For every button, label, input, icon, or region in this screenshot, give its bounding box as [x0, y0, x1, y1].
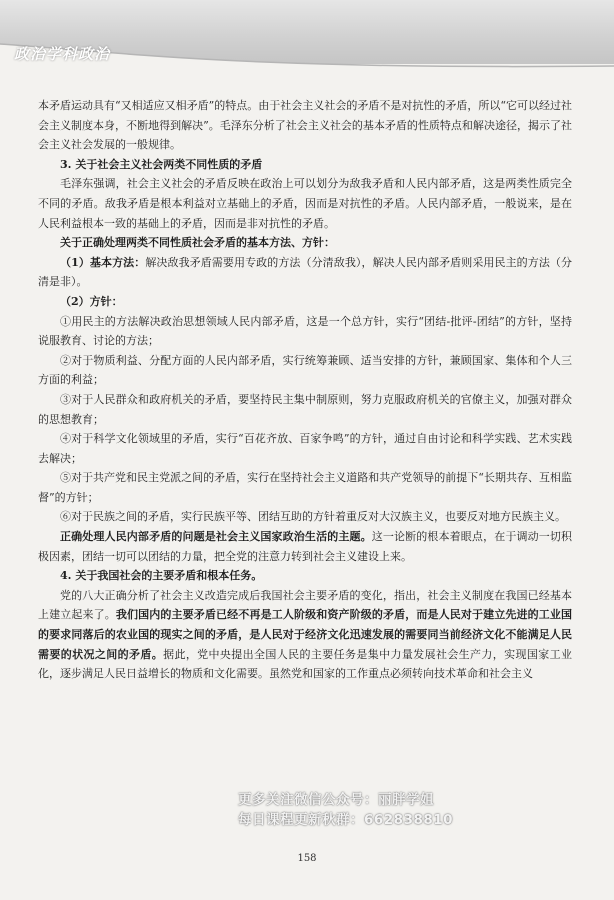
list-item-text: ②对于物质利益、分配方面的人民内部矛盾，实行统筹兼顾、适当安排的方针，兼顾国家、集体和个人三方面的利益；: [38, 353, 572, 387]
page-body: [38, 96, 572, 684]
list-item-text: ③对于人民群众和政府机关的矛盾，要坚持民主集中制原则，努力克服政府机关的官僚主义，加强对群众的思想教育；: [38, 392, 572, 426]
list-item: [38, 312, 572, 351]
watermark-line: 更多关注微信公众号：丽胖学姐: [238, 792, 434, 808]
paragraph-lead: （1）基本方法：: [60, 255, 146, 269]
list-item-text: ①用民主的方法解决政治思想领域人民内部矛盾，这是一个总方针，实行“团结-批评-团结”的方针，坚持说服教育、讨论的方法；: [38, 314, 572, 348]
paragraph: [38, 96, 572, 155]
heading-text: 关于正确处理两类不同性质社会矛盾的基本方法、方针：: [60, 236, 335, 250]
header-title: 政治学科政治: [14, 45, 111, 63]
section-heading: [38, 155, 572, 175]
paragraph: [38, 253, 572, 292]
paragraph-lead: 正确处理人民内部矛盾的问题是社会主义国家政治生活的主题。: [60, 530, 372, 544]
section-heading: [38, 566, 572, 586]
page-number: 158: [297, 853, 317, 864]
paragraph-text: 本矛盾运动具有“又相适应又相矛盾”的特点。由于社会主义社会的矛盾不是对抗性的矛盾，所以“它可以经过社会主义制度本身，不断地得到解决”。毛泽东分析了社会主义社会的基本矛盾的性质特点和解决途径，揭示了社会主义社会发展的一般规律。: [38, 99, 572, 152]
heading-text: 4. 关于我国社会的主要矛盾和根本任务。: [60, 569, 263, 583]
paragraph-text: 据此，党中央提出全国人民的主要任务是集中力量发展社会生产力，实现国家工业化，逐步满足人民日益增长的物质和文化需要。虽然党和国家的工作重点必须转向技术革命和社会主义: [38, 647, 573, 681]
watermark-line: 每日课程更新秋群：662838810: [238, 812, 454, 828]
paragraph-text: 这一论断的根本着眼点，在于调动一切积极因素，团结一切可以团结的力量，把全党的注意力转到社会主义建设上来。: [38, 530, 572, 563]
list-item: [38, 429, 572, 468]
watermark: [238, 790, 568, 830]
paragraph-text: 解决敌我矛盾需要用专政的方法（分清敌我），解决人民内部矛盾则采用民主的方法（分清是非）。: [38, 255, 573, 289]
list-item: [38, 351, 572, 390]
list-item: [38, 390, 572, 429]
list-item-text: ⑥对于民族之间的矛盾，实行民族平等、团结互助的方针着重反对大汉族主义，也要反对地方民族主义。: [60, 510, 566, 524]
list-item: [38, 507, 572, 527]
list-item-text: ⑤对于共产党和民主党派之间的矛盾，实行在坚持社会主义道路和共产党领导的前提下“长期共存、互相监督”的方针；: [38, 471, 572, 504]
list-item: [38, 468, 572, 507]
paragraph-text: 党的八大正确分析了社会主义改造完成后我国社会主要矛盾的变化，指出，社会主义制度在我国已经基本上建立起来了。: [38, 588, 572, 622]
paragraph-bold-text: 我们国内的主要矛盾已经不再是工人阶级和资产阶级的矛盾，而是人民对于建立先进的工业国的要求同落后的农业国的现实之间的矛盾，是人民对于经济文化迅速发展的需要同当前经济文化不能满足人民需要的状况之间的矛盾。: [38, 608, 573, 661]
list-item-text: ④对于科学文化领域里的矛盾，实行“百花齐放、百家争鸣”的方针，通过自由讨论和科学实践、艺术实践去解决；: [38, 432, 572, 465]
paragraph: [38, 527, 572, 566]
paragraph-lead: （2）方针：: [60, 294, 123, 308]
paragraph: [38, 174, 572, 233]
heading-text: 3. 关于社会主义社会两类不同性质的矛盾: [60, 157, 263, 171]
section-heading: [38, 233, 572, 253]
paragraph: [38, 292, 572, 312]
paragraph: [38, 586, 572, 684]
paragraph-text: 毛泽东强调，社会主义社会的矛盾反映在政治上可以划分为敌我矛盾和人民内部矛盾，这是两类性质完全不同的矛盾。敌我矛盾是根本利益对立基础上的矛盾，因而是对抗性的矛盾。人民内部矛盾，一般说来，是在人民利益根本一致的基础上的矛盾，因而是非对抗性的矛盾。: [38, 177, 572, 230]
